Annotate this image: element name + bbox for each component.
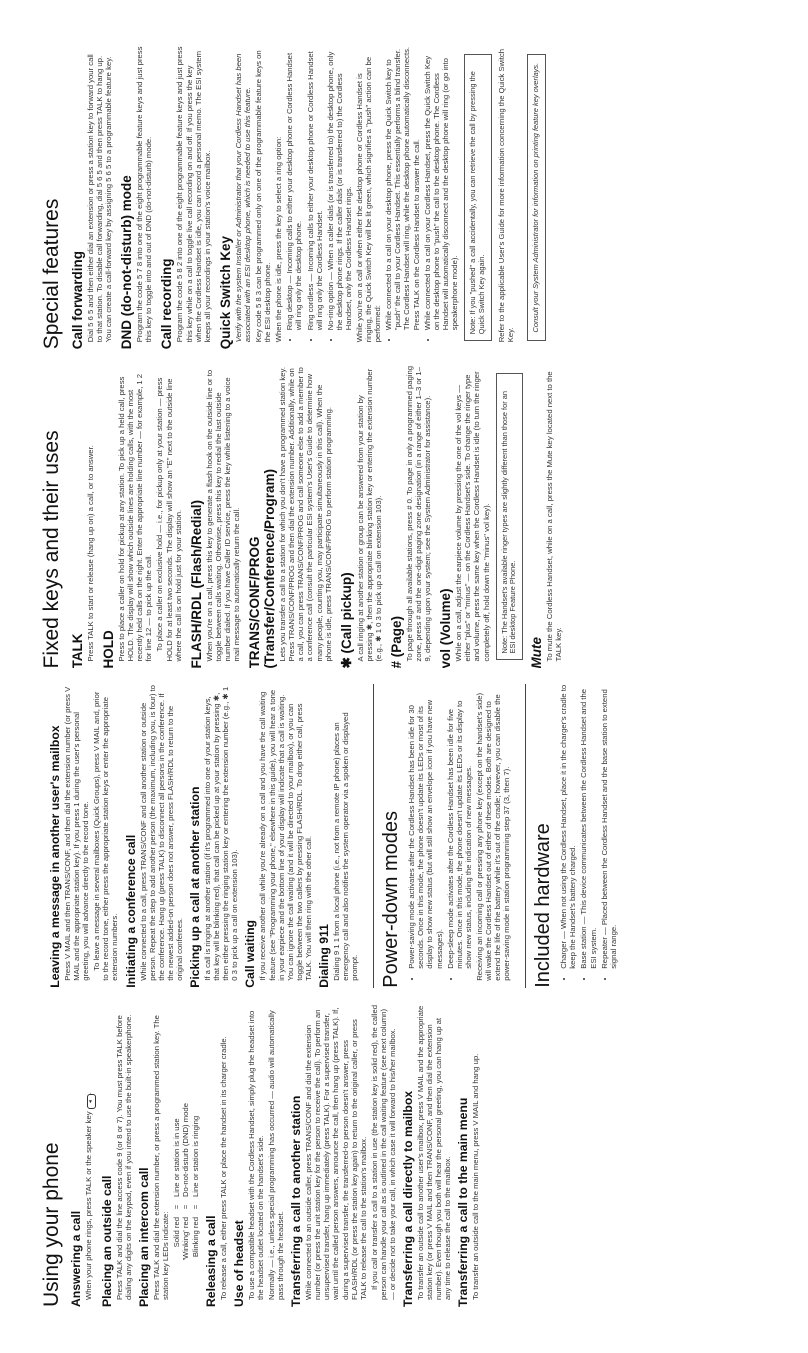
talk-text: Press TALK to start or release (hang up on) a call, or to answer.	[86, 445, 95, 662]
talk-heading: TALK	[70, 633, 85, 669]
power-text: Receiving an incoming call or pressing any phone key (except on the handset's side) will wake the Cordless Handset out of either of these modes. Both are designed to extend the life of the battery while it's out of the cradle; however, you can disable the power-saving mode in station programming step 37 (3, then 7).	[474, 692, 512, 981]
column-using-phone	[40, 1004, 772, 1307]
column-special-features	[40, 46, 772, 349]
dnd-text: Program the code 5 7 8 into one of the eight programmable feature keys and just press this key to toggle into and out of DND (do-not-disturb) mode.	[135, 46, 154, 343]
equals-sign: =	[181, 1204, 191, 1210]
page-title: Using your phone	[40, 1142, 63, 1307]
transfer-station-text-1: While connected to an outside caller, press TRANS/CONF and dial the extension number (or press the unit station key for the person to receive the call). To perform an unsupervised transfer, hang up immediately (press TALK). For a supervised transfer, wait until the called person answers, announce the call, then hang up (press TALK). If, during a supervised transfer, the transferred-to person doesn't answer, press FLASH/RDL (or press the station key again) to return to the original caller, or press TALK to release the call to the station's mailbox.	[304, 1007, 368, 1300]
answering-text-body: When your phone rings, press TALK or the speaker key	[84, 1111, 93, 1300]
led-state: Blinking red	[190, 1217, 200, 1258]
ringer-note: Note: The Handset's available ringer types are slightly different than those for an ESI desktop Feature Phone.	[496, 373, 524, 660]
ring-option: • No-ring option — When a caller dials (or is transferred to) the desktop phone, only the desktop phone rings. If the caller dials (or is transferred to) the Cordless Handset, only the Cordless Handset rings.	[326, 46, 353, 330]
transfer-station-text-2: If you call or transfer a call to a station in use (the station key is solid red), the called person can handle your call as is outlined in the call waiting feature (see next column) — or decide not to take your call, in which case it will forward to his/her mailbox.	[369, 1004, 397, 1300]
waiting-heading: Call waiting	[243, 920, 258, 988]
page-heading: # (Page)	[388, 615, 404, 669]
flash-heading: FLASH/RDL (Flash/Redial)	[188, 499, 204, 669]
column-fixed-keys	[40, 365, 772, 668]
quick-switch-text-3: While you're on a call or when either the desktop phone or Cordless Handset is ringing, the Quick Switch Key will be lit green, which signifies a "push" action can be performed:	[354, 56, 383, 343]
led-state: Solid red	[172, 1217, 182, 1248]
ring-option-bullets	[285, 46, 353, 340]
mute-heading: Mute	[529, 637, 545, 669]
mute-text: To mute the Cordless Handset, while on a call, press the Mute key located next to the TALK key.	[545, 371, 564, 662]
speaker-key-icon: ◂	[87, 1094, 96, 1109]
leaving-text-1: Press V MAIL and then TRANS/CONF, and then dial the extension number (or press V MAIL and the appropriate station key). If you press 1 during the user's personal greeting, you will advance directly to the record tone.	[63, 686, 91, 981]
push-action: • While connected to a call on your Cordless Handset, press the Quick Switch Key on the desktop phone to "push" the call to the desktop phone. The Cordless Handset will automatically disconnect and the desktop phone will ring (or go into speakerphone mode).	[423, 46, 459, 330]
transfer-menu-text: To transfer an outside call to the main menu, press V MAIL and hang up.	[471, 1053, 481, 1300]
outside-heading: Placing an outside call	[100, 1175, 114, 1307]
power-title: Power-down modes	[373, 685, 403, 988]
volume-heading: vol (Volume)	[438, 588, 454, 669]
hardware-bullet: • Base station — This device communicates between the Cordless Handset and the ESI system.	[579, 685, 597, 969]
page-columns	[40, 46, 772, 1307]
pickup-heading: Picking up a call at another station	[188, 786, 203, 988]
power-bullet: • Power-saving mode activates after the Cordless Handset has been idle for 30 seconds. Once in this mode, the phone doesn't update its LEDs or most of its display to show new status (but will still show an envelope icon if you have new messages).	[407, 685, 443, 969]
dnd-heading: DND (do-not-disturb) mode	[119, 175, 135, 350]
releasing-heading: Releasing a call	[203, 1215, 218, 1307]
volume-text: While on a call, adjust the earpiece volume by pressing the one of the vol keys — either "plus" or "minus" — on the Cordless Handset's side. To change the ringer type and volume, press the same key when the Cordless Handset is idle (to turn the ringer completely off, hold down the "minus" vol key).	[454, 371, 491, 662]
led-meaning: Line or station is ringing	[190, 1115, 200, 1197]
recording-heading: Call recording	[159, 258, 175, 350]
hold-text-2: To place a caller on exclusive hold — i.e., for pickup only at your station — press HOLD for at least two seconds. The display will show an "E" next to the outside line where the call is on hold just for your station.	[155, 377, 183, 662]
page-text: To page through all available stations, press # 0. To page in only a programmed paging zone, press # and the one-digit paging zone designation (in a range of either 1–3 or 1–9, depending upon your system; see the System Administrator for assistance).	[404, 365, 433, 662]
column-messages-power	[40, 685, 772, 988]
equals-sign: =	[172, 1204, 182, 1210]
fixed-keys-title: Fixed keys and their uses	[40, 430, 63, 669]
led-meaning: Do-not-disturb (DND) mode	[181, 1103, 191, 1197]
led-status-table	[172, 1004, 199, 1267]
answering-text: When your phone rings, press TALK or the speaker key ◂.	[84, 1092, 94, 1300]
headset-text-2: Normally — i.e., unless special programming has occurred — audio will automatically pass through the headset.	[266, 1010, 286, 1300]
trans-heading: TRANS/CONF/PROG (Transfer/Conference/Program)	[247, 468, 278, 669]
pickup-text: If a call is ringing at another station (if it's programmed into one of your station keys, that key will be blinking red), that call can be picked up at your station by pressing ✱, then either pressing the ringing station key or entering the extension number (e.g., ✱ 1 0 3 to pick up a call on extension 103).	[203, 686, 240, 981]
recording-text: Program the code 5 8 2 into one of the eight programmable feature keys and just press this key while on a call to toggle live call recording on and off. If you press the key when the Cordless Handset is idle, you can record a personal memo. The ESI system keeps all your recordings in your station's voice mailbox.	[175, 46, 212, 343]
leaving-text-2: To leave a message in several mailboxes (Quick Groups), press V MAIL and, prior to the record tone, either press the appropriate station keys or enter the appropriate extension numbers.	[92, 691, 120, 981]
transfer-menu-heading: Transferring a call to the main menu	[456, 1097, 471, 1307]
equals-sign: =	[190, 1204, 200, 1210]
transfer-mailbox-heading: Transferring a call directly to mailbox	[401, 1090, 416, 1307]
hardware-title: Included hardware	[525, 685, 555, 988]
answering-heading: Answering a call	[69, 1210, 83, 1307]
transfer-mailbox-text: To transfer an outside call to another user's mailbox, press V MAIL and the appropriate station key (or press V MAIL and then TRANS/CONF, and then dial the extension number). Even though you both will hear the personal greeting, you can hang up at any time to release the call to the mailbox.	[416, 1005, 453, 1300]
ring-option: • Ring desktop — Incoming calls to either your desktop phone or Cordless Handset will ring only the desktop phone.	[285, 46, 303, 330]
headset-heading: Use of headset	[231, 1220, 246, 1307]
hardware-bullets	[559, 685, 618, 979]
led-row	[191, 1004, 200, 1267]
push-action-bullets	[384, 46, 459, 340]
led-meaning: Line or station is in use	[172, 1118, 182, 1197]
dialing911-text: Dialing 9 1 1 from a local phone (i.e., not from a remote IP phone) places an emergency call and also notifies the system operator via a spoken or displayed prompt.	[331, 712, 360, 981]
headset-text-1: To use a compatible headset with the Cordless Handset, simply plug the headset into the headset outlet located on the handset's side.	[246, 1010, 265, 1300]
consult-box: Consult your System Administrator for information on printing feature key overlays.	[527, 54, 546, 341]
forwarding-text: Dial 5 6 5 and then either dial an extension or press a station key to forward your call to that station. To disable call forwarding, dial 5 6 5 and then press TALK to hang up. You can create a call-forward key by assigning 5 6 5 to a programmable feature key.	[86, 54, 114, 343]
dialing911-heading: Dialing 911	[316, 924, 331, 988]
conference-text: While connected to a call, press TRANS/CONF and call another station or outside person. Repeat the step to add another person (the maximum, including you, is four) to the conference. Hang up (press TALK) to disconnect all persons in the conference. If the newest added-on person does not answer, press FLASH/RDL to return to the original conferees.	[138, 685, 184, 981]
transfer-station-heading: Transferring a call to another station	[289, 1095, 304, 1307]
conference-heading: Initiating a conference call	[123, 834, 138, 988]
hold-heading: HOLD	[101, 630, 117, 669]
intercom-text: Press TALK and dial the extension number, or press a programmed station key. The station key LEDs indicate:	[152, 1015, 171, 1300]
hardware-bullet: • Repeater — Placed between the Cordless Handset and the base station to extend signal range.	[600, 685, 618, 969]
quick-switch-heading: Quick Switch Key	[217, 235, 233, 350]
special-features-title: Special features	[40, 198, 63, 350]
flash-text: When you're on a call, press this key to generate a flash hook on the outside line or to toggle between calls waiting. Otherwise, press this key to redial the last outside number dialed. If you have Caller ID service, press the key while listening to a voice mail message to automatically return the call.	[204, 369, 242, 662]
outside-text: Press TALK and dial the line access code 9 (or 8 or 7). You must press TALK before dialing any digits on the keypad, even if you intend to use the built-in speakerphone.	[115, 1014, 134, 1300]
push-note: Note: If you "pushed" a call accidentally, you can retrieve the call by pressing the Quick Switch Key again.	[464, 54, 492, 341]
pickup-key-heading: ✱ (Call pickup)	[338, 572, 354, 669]
forwarding-heading: Call forwarding	[70, 250, 85, 350]
led-state: 'Winking' red	[181, 1217, 191, 1261]
push-action: • While connected to a call on your desktop phone, press the Quick Switch key to "push" the call to your Cordless Handset. This essentially performs a blind transfer. The Cordless Handset will ring, while the desktop phone automatically disconnects. Press TALK on the Cordless Handset to answer the call.	[384, 46, 420, 330]
pickup-key-text: A call ringing at another station or group can be answered from your station by pressing ✱, then the appropriate blinking station key or entering the extension number (e.g., ✱ 1 0 3 to pick up a call on extension 103).	[355, 368, 383, 662]
refer-text: Refer to the applicable User's Guide for more information concerning the Quick Switch Key.	[496, 48, 515, 343]
quick-switch-text-1: Key code 5 8 3 can be programmed only on one of the programmable feature keys on the ESI desktop phone.	[254, 50, 273, 343]
trans-text: Lets you transfer a call to a station for which you don't have a programmed station key. Press TRANS/CONF/PROG and then dial the extension number. Additionally, while on a call, you can press TRANS/CONF/PROG and call someone else to add a member to a conference call (consult the particular ESI system's User's Guide to determine how many people, counting you, may participate simultaneously in this call). When the phone is idle, press TRANS/CONF/PROG to perform station programming.	[278, 367, 333, 662]
leaving-heading: Leaving a message in another user's mailbox	[48, 725, 62, 988]
intercom-heading: Placing an intercom call	[137, 1167, 152, 1307]
quick-switch-italic: Verify with the system Installer or Administrator that your Cordless Handset has been associated with an ESI desktop phone, which is needed to use this feature.	[233, 53, 252, 343]
quick-switch-text-2: When the phone is idle, press the key to select a ring option:	[274, 136, 284, 343]
hold-text-1: Press to place a caller on hold for pickup at any station. To pick up a held call, press HOLD. The display will show which outside lines are holding calls, with the most recently held calls on the right. Enter the appropriate line number — for example, 1 2 for line 12 — to pick up the call.	[117, 373, 154, 662]
led-row	[172, 1004, 181, 1267]
ring-option: • Ring cordless — Incoming calls to either your desktop phone or Cordless Handset will ring only the Cordless Handset.	[306, 46, 324, 330]
power-bullet: • Deep-sleep mode activates after the Cordless Handset has been idle for five minutes. Once in this mode, the phone doesn't update its LEDs or its display to show new status, including the indication of new messages.	[446, 685, 473, 969]
led-row	[181, 1004, 190, 1267]
releasing-text: To release a call, either press TALK or place the handset in its charger cradle.	[218, 1036, 228, 1300]
waiting-text: If you receive another call while you're already on a call and you have the call waiting feature (see "Programming your phone," elsewhere in this guide), you will hear a tone in your earpiece and the bottom line of your display will indicate that a call is waiting. You can ignore the call waiting (and it will be directed to your mailbox), or you can toggle between the two callers by pressing FLASH/RDL. To drop either call, press TALK. You will then ring with the other call.	[258, 689, 313, 981]
hardware-bullet: • Charger — When not using the Cordless Handset, place it in the charger's cradle to keep the Handset's battery charged.	[559, 685, 577, 969]
power-bullets	[407, 685, 473, 979]
